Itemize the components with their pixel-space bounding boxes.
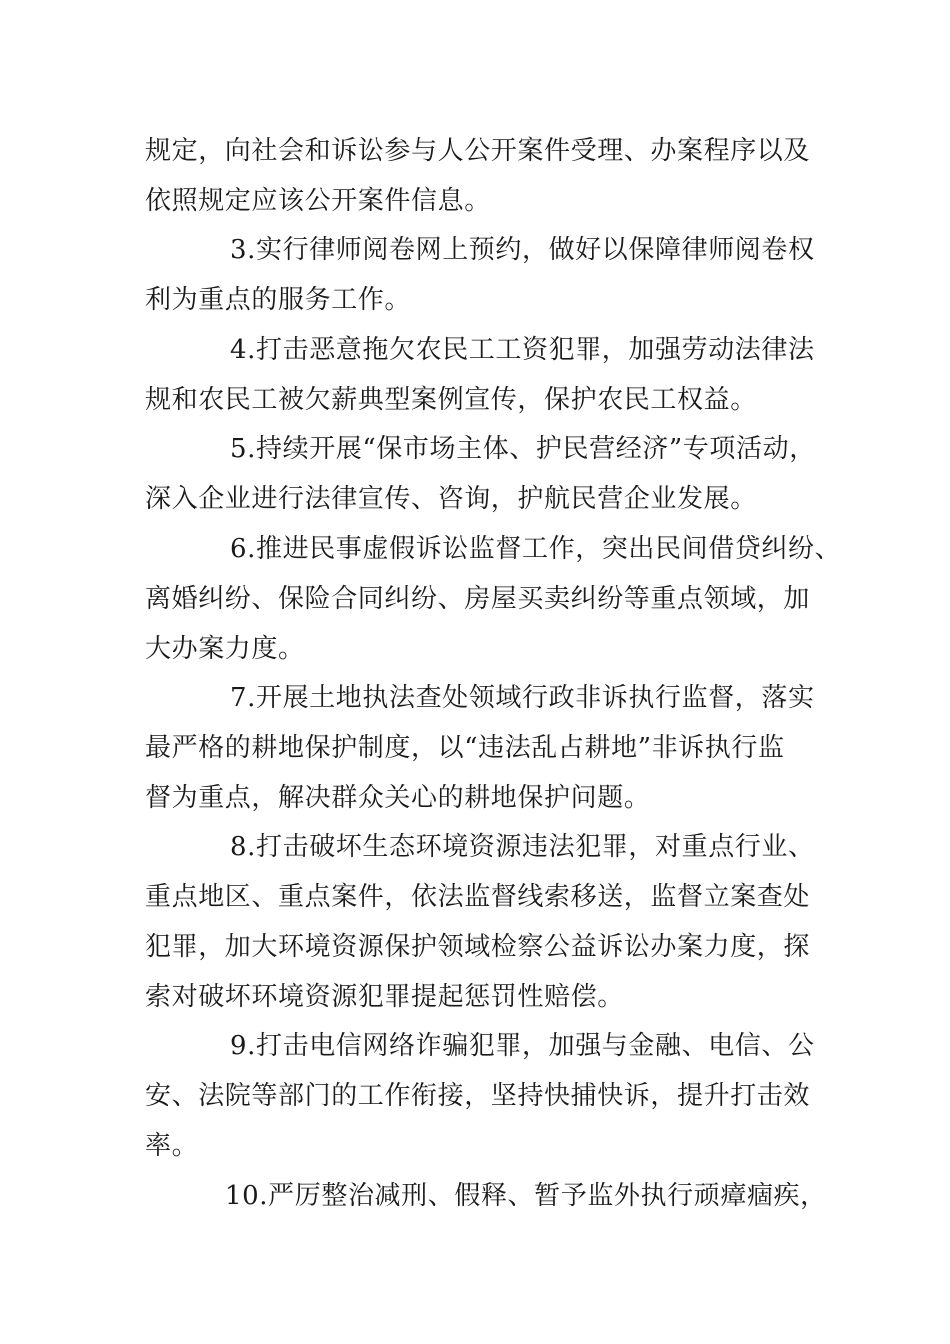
text-line: 安、法院等部门的工作衔接，坚持快捕快诉，提升打击效 bbox=[145, 1081, 811, 1111]
paragraph-6-start: 6.推进民事虚假诉讼监督工作，突出民间借贷纠纷、 bbox=[230, 534, 842, 564]
paragraph-7-start: 7.开展土地执法查处领域行政非诉执行监督，落实 bbox=[230, 683, 815, 713]
text-line: 依照规定应该公开案件信息。 bbox=[145, 186, 491, 216]
text-line: 犯罪，加大环境资源保护领域检察公益诉讼办案力度，探 bbox=[145, 932, 811, 962]
text-line: 规和农民工被欠薪典型案例宣传，保护农民工权益。 bbox=[145, 385, 757, 415]
text-line: 重点地区、重点案件，依法监督线索移送，监督立案查处 bbox=[145, 882, 811, 912]
paragraph-5-start: 5.持续开展“保市场主体、护民营经济”专项活动， bbox=[230, 434, 816, 464]
text-line: 大办案力度。 bbox=[145, 634, 305, 664]
paragraph-8-start: 8.打击破坏生态环境资源违法犯罪，对重点行业、 bbox=[230, 832, 815, 862]
text-line: 离婚纠纷、保险合同纠纷、房屋买卖纠纷等重点领域，加 bbox=[145, 584, 811, 614]
text-line: 率。 bbox=[145, 1131, 199, 1161]
text-line: 利为重点的服务工作。 bbox=[145, 285, 412, 315]
paragraph-9-start: 9.打击电信网络诈骗犯罪，加强与金融、电信、公 bbox=[230, 1031, 815, 1061]
text-line: 深入企业进行法律宣传、咨询，护航民营企业发展。 bbox=[145, 484, 757, 514]
paragraph-4-start: 4.打击恶意拖欠农民工工资犯罪，加强劳动法律法 bbox=[230, 335, 815, 365]
paragraph-10-start: 10.严厉整治减刑、假释、暂予监外执行顽瘴痼疾， bbox=[225, 1181, 827, 1211]
text-line: 最严格的耕地保护制度，以“违法乱占耕地”非诉执行监 bbox=[145, 733, 785, 763]
text-line: 督为重点，解决群众关心的耕地保护问题。 bbox=[145, 783, 651, 813]
paragraph-3-start: 3.实行律师阅卷网上预约，做好以保障律师阅卷权 bbox=[230, 235, 815, 265]
text-line: 规定，向社会和诉讼参与人公开案件受理、办案程序以及 bbox=[145, 136, 811, 166]
text-line: 索对破坏环境资源犯罪提起惩罚性赔偿。 bbox=[145, 982, 624, 1012]
